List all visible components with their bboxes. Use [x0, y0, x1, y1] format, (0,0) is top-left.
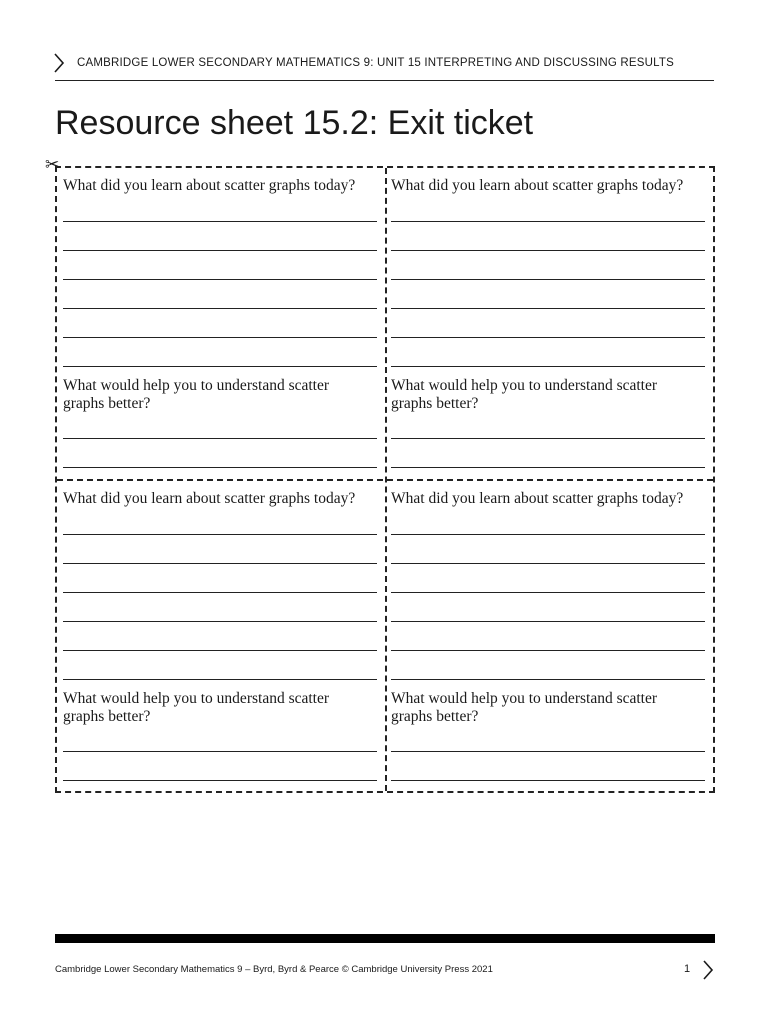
header-divider	[55, 80, 714, 81]
answer-line	[63, 337, 377, 338]
exit-ticket	[57, 168, 373, 479]
answer-line	[63, 679, 377, 680]
question-learned: What did you learn about scatter graphs today?	[391, 490, 684, 507]
answer-line	[63, 366, 377, 367]
exit-ticket-grid	[55, 166, 715, 793]
question-learned: What did you learn about scatter graphs today?	[63, 177, 356, 194]
answer-line	[63, 221, 377, 222]
answer-line	[63, 621, 377, 622]
answer-line	[63, 250, 377, 251]
answer-line	[391, 534, 705, 535]
answer-line	[391, 650, 705, 651]
answer-line	[391, 467, 705, 468]
answer-line	[391, 563, 705, 564]
page-title: Resource sheet 15.2: Exit ticket	[55, 104, 534, 142]
chevron-right-icon	[701, 959, 715, 981]
answer-line	[391, 308, 705, 309]
answer-line	[63, 650, 377, 651]
answer-line	[63, 751, 377, 752]
scissors-icon: ✂	[45, 155, 60, 175]
answer-line	[63, 563, 377, 564]
answer-line	[63, 279, 377, 280]
answer-line	[63, 780, 377, 781]
answer-line	[391, 438, 705, 439]
answer-line	[391, 780, 705, 781]
answer-line	[63, 592, 377, 593]
answer-line	[63, 467, 377, 468]
question-help: What would help you to understand scatter graphs better?	[63, 690, 330, 725]
answer-line	[391, 592, 705, 593]
chevron-right-icon	[52, 52, 66, 74]
answer-line	[391, 250, 705, 251]
answer-line	[391, 366, 705, 367]
answer-line	[391, 621, 705, 622]
running-header: CAMBRIDGE LOWER SECONDARY MATHEMATICS 9: UNIT 15 INTERPRETING AND DISCUSSING RESULTS	[77, 57, 675, 69]
answer-line	[391, 679, 705, 680]
answer-line	[391, 337, 705, 338]
answer-line	[63, 438, 377, 439]
answer-line	[391, 221, 705, 222]
page-number: 1	[684, 963, 691, 975]
question-help: What would help you to understand scatter graphs better?	[391, 377, 658, 412]
question-learned: What did you learn about scatter graphs today?	[63, 490, 356, 507]
exit-ticket	[385, 168, 701, 479]
exit-ticket	[385, 481, 701, 792]
question-help: What would help you to understand scatter graphs better?	[391, 690, 658, 725]
footer-bar	[55, 934, 715, 943]
exit-ticket	[57, 481, 373, 792]
answer-line	[63, 308, 377, 309]
answer-line	[391, 279, 705, 280]
question-learned: What did you learn about scatter graphs today?	[391, 177, 684, 194]
question-help: What would help you to understand scatter graphs better?	[63, 377, 330, 412]
answer-line	[63, 534, 377, 535]
footer-credit: Cambridge Lower Secondary Mathematics 9 – Byrd, Byrd & Pearce © Cambridge University Press 2021	[55, 964, 493, 975]
answer-line	[391, 751, 705, 752]
